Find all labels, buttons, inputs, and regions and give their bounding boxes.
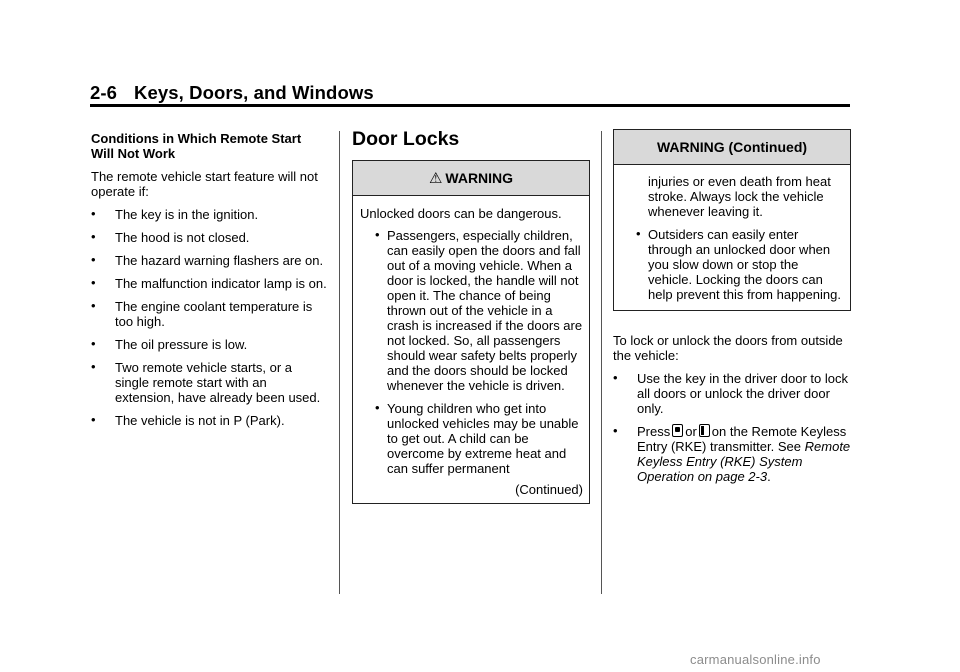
warning-body bbox=[614, 165, 850, 310]
warning-list bbox=[621, 227, 844, 302]
unlock-icon bbox=[699, 424, 710, 437]
watermark: carmanualsonline.info bbox=[690, 652, 821, 667]
list-item: • The engine coolant temperature is too high. bbox=[91, 298, 313, 329]
continued-label: (Continued) bbox=[515, 482, 583, 497]
warning-icon: ⚠ bbox=[428, 170, 443, 187]
page-number: 2-6 bbox=[90, 82, 118, 103]
warning-box-continued bbox=[613, 129, 851, 311]
list-item: • The malfunction indicator lamp is on. bbox=[91, 275, 327, 291]
remote-start-heading: Conditions in Which Remote Start Will Not Work bbox=[91, 131, 302, 161]
column-3 bbox=[613, 129, 851, 492]
lock-intro: To lock or unlock the doors from outside the vehicle: bbox=[613, 333, 843, 363]
list-item: • Use the key in the driver door to lock all doors or unlock the driver door only. bbox=[613, 370, 848, 416]
page-title: Keys, Doors, and Windows bbox=[134, 82, 374, 103]
list-item: • Passengers, especially children, can easily open the doors and fall out of a moving vehicle. When a door is locked, the handle will not open it. The chance of being thrown out of the vehicle in a crash is increased if the doors are not locked. So, all passengers should wear safety belts properly and the doors should be locked whenever the vehicle is driven. bbox=[375, 227, 583, 393]
remote-start-intro: The remote vehicle start feature will not operate if: bbox=[91, 169, 318, 199]
list-item: • The oil pressure is low. bbox=[91, 336, 248, 352]
list-item: • Press or on the Remote Keyless Entry (RKE) transmitter. See Remote Keyless Entry (RKE) System Operation on page 2-3. bbox=[613, 423, 851, 484]
warning-continuation: injuries or even death from heat stroke. Always lock the vehicle whenever leaving it. bbox=[648, 174, 831, 219]
page-header bbox=[90, 82, 374, 104]
cross-reference: Remote Keyless Entry (RKE) System Operation on page 2-3 bbox=[637, 439, 851, 484]
header-rule bbox=[90, 104, 850, 107]
remote-start-conditions bbox=[91, 207, 327, 428]
warning-body bbox=[353, 196, 589, 503]
list-item: • The hood is not closed. bbox=[91, 229, 250, 245]
list-item: • The hazard warning flashers are on. bbox=[91, 252, 324, 268]
lock-methods-list bbox=[613, 371, 851, 484]
list-item: • Two remote vehicle starts, or a single remote start with an extension, have already been used. bbox=[91, 359, 321, 405]
column-divider-2 bbox=[601, 131, 602, 594]
column-divider-1 bbox=[339, 131, 340, 594]
list-item: • The key is in the ignition. bbox=[91, 206, 259, 222]
warning-intro: Unlocked doors can be dangerous. bbox=[360, 206, 562, 221]
warning-header: WARNING (Continued) bbox=[614, 130, 850, 165]
warning-box bbox=[352, 160, 590, 504]
warning-header: ⚠ WARNING bbox=[353, 161, 589, 196]
list-item: • Outsiders can easily enter through an unlocked door when you slow down or stop the vehicle. Locking the doors can help prevent this from happening. bbox=[636, 226, 841, 302]
list-item: • Young children who get into unlocked vehicles may be unable to get out. A child can be overcome by extreme heat and can suffer permanent bbox=[375, 400, 579, 476]
lock-icon bbox=[672, 424, 683, 437]
door-locks-title: Door Locks bbox=[352, 128, 460, 150]
column-2 bbox=[352, 129, 590, 504]
column-1 bbox=[91, 131, 327, 436]
warning-list bbox=[360, 228, 583, 476]
list-item: • The vehicle is not in P (Park). bbox=[91, 412, 285, 428]
